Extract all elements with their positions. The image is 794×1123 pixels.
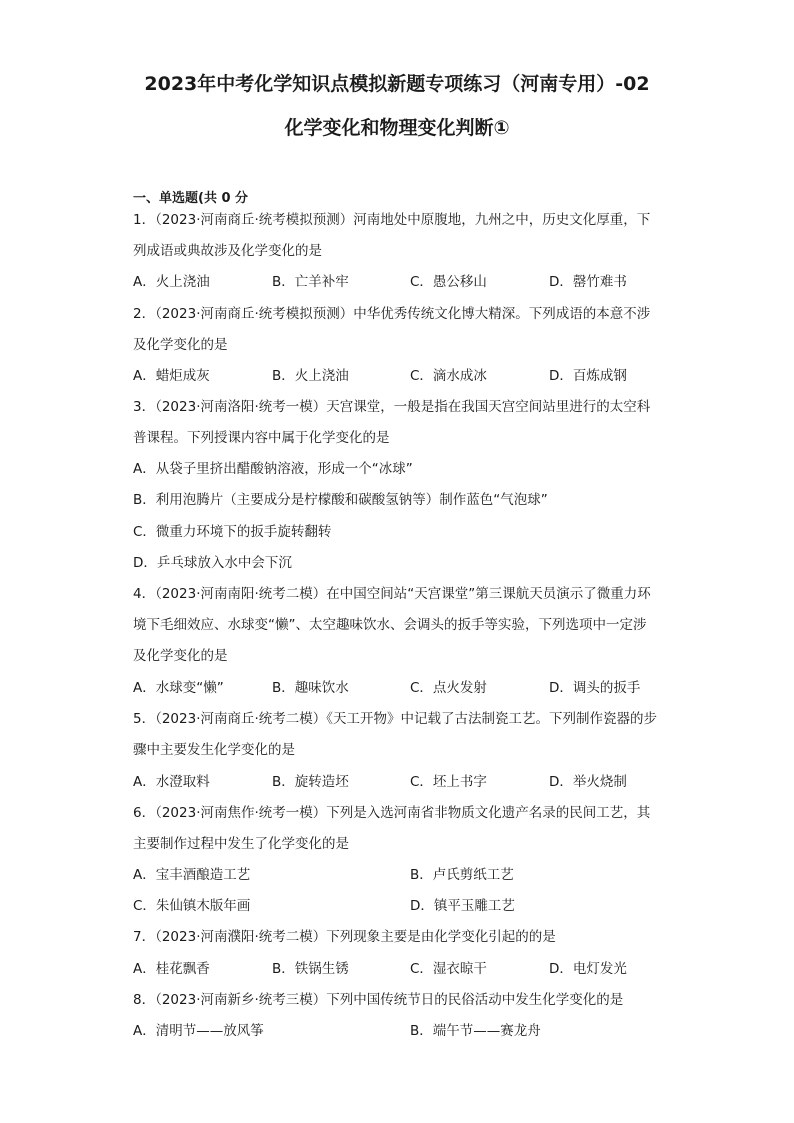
question-3-option-b[interactable]: B．利用泡腾片（主要成分是柠檬酸和碳酸氢钠等）制作蓝色“气泡球” bbox=[133, 492, 548, 508]
question-3-stem-line-2: 普课程。下列授课内容中属于化学变化的是 bbox=[133, 430, 390, 446]
question-7-option-c[interactable]: C．湿衣晾干 bbox=[410, 961, 487, 977]
question-4-option-d[interactable]: D．调头的扳手 bbox=[549, 680, 641, 696]
question-7-option-a[interactable]: A．桂花飘香 bbox=[133, 961, 210, 977]
question-5-option-a[interactable]: A．水澄取料 bbox=[133, 774, 210, 790]
question-5-option-d[interactable]: D．举火烧制 bbox=[549, 774, 627, 790]
question-4-option-a[interactable]: A．水球变“懒” bbox=[133, 680, 224, 696]
question-2-option-b[interactable]: B．火上浇油 bbox=[272, 368, 349, 384]
question-2-stem-line-2: 及化学变化的是 bbox=[133, 337, 228, 353]
question-7-option-b[interactable]: B．铁锅生锈 bbox=[272, 961, 349, 977]
question-6-option-c[interactable]: C．朱仙镇木版年画 bbox=[133, 898, 251, 914]
question-6-option-b[interactable]: B．卢氏剪纸工艺 bbox=[410, 867, 514, 883]
question-1-stem-line-2: 列成语或典故涉及化学变化的是 bbox=[133, 243, 322, 259]
question-1-option-d[interactable]: D．罄竹难书 bbox=[549, 274, 627, 290]
question-1-option-c[interactable]: C．愚公移山 bbox=[410, 274, 487, 290]
question-1-stem-line-1: 1．（2023·河南商丘·统考模拟预测）河南地处中原腹地，九州之中，历史文化厚重，下 bbox=[133, 212, 651, 228]
question-4-option-b[interactable]: B．趣味饮水 bbox=[272, 680, 349, 696]
question-4-stem-line-3: 及化学变化的是 bbox=[133, 648, 228, 664]
question-6-stem-line-1: 6．（2023·河南焦作·统考一模）下列是入选河南省非物质文化遗产名录的民间工艺，其 bbox=[133, 805, 651, 821]
document-title-line-2: 化学变化和物理变化判断① bbox=[284, 117, 510, 139]
question-5-option-b[interactable]: B．旋转造坯 bbox=[272, 774, 349, 790]
question-5-stem-line-1: 5．（2023·河南商丘·统考二模）《天工开物》中记载了古法制瓷工艺。下列制作瓷器的步 bbox=[133, 711, 658, 727]
question-6-option-a[interactable]: A．宝丰酒酿造工艺 bbox=[133, 867, 251, 883]
document-title-line-1: 2023年中考化学知识点模拟新题专项练习（河南专用）-02 bbox=[144, 73, 650, 95]
question-1-option-a[interactable]: A．火上浇油 bbox=[133, 274, 210, 290]
question-8-option-a[interactable]: A．清明节——放风筝 bbox=[133, 1023, 264, 1039]
question-5-option-c[interactable]: C．坯上书字 bbox=[410, 774, 487, 790]
question-7-stem-line-1: 7．（2023·河南濮阳·统考二模）下列现象主要是由化学变化引起的的是 bbox=[133, 929, 556, 945]
question-3-option-d[interactable]: D．乒乓球放入水中会下沉 bbox=[133, 555, 292, 571]
question-3-option-a[interactable]: A．从袋子里挤出醋酸钠溶液，形成一个“冰球” bbox=[133, 461, 413, 477]
question-2-stem-line-1: 2．（2023·河南商丘·统考模拟预测）中华优秀传统文化博大精深。下列成语的本意不涉 bbox=[133, 306, 651, 322]
question-6-stem-line-2: 主要制作过程中发生了化学变化的是 bbox=[133, 836, 349, 852]
question-3-stem-line-1: 3．（2023·河南洛阳·统考一模）天宫课堂，一般是指在我国天宫空间站里进行的太空科 bbox=[133, 399, 651, 415]
question-8-option-b[interactable]: B．端午节——赛龙舟 bbox=[410, 1023, 541, 1039]
question-8-stem-line-1: 8．（2023·河南新乡·统考三模）下列中国传统节日的民俗活动中发生化学变化的是 bbox=[133, 992, 624, 1008]
question-6-option-d[interactable]: D．镇平玉雕工艺 bbox=[410, 898, 515, 914]
question-4-stem-line-1: 4．（2023·河南南阳·统考二模）在中国空间站“天宫课堂”第三课航天员演示了微重力环 bbox=[133, 586, 651, 602]
question-7-option-d[interactable]: D．电灯发光 bbox=[549, 961, 627, 977]
question-1-option-b[interactable]: B．亡羊补牢 bbox=[272, 274, 349, 290]
question-5-stem-line-2: 骤中主要发生化学变化的是 bbox=[133, 742, 295, 758]
question-2-option-a[interactable]: A．蜡炬成灰 bbox=[133, 368, 210, 384]
question-2-option-d[interactable]: D．百炼成钢 bbox=[549, 368, 627, 384]
question-4-option-c[interactable]: C．点火发射 bbox=[410, 680, 487, 696]
section-heading: 一、单选题(共 0 分 bbox=[133, 191, 249, 206]
question-4-stem-line-2: 境下毛细效应、水球变“懒”、太空趣味饮水、会调头的扳手等实验，下列选项中一定涉 bbox=[133, 617, 647, 633]
question-2-option-c[interactable]: C．滴水成冰 bbox=[410, 368, 487, 384]
question-3-option-c[interactable]: C．微重力环境下的扳手旋转翻转 bbox=[133, 524, 332, 540]
